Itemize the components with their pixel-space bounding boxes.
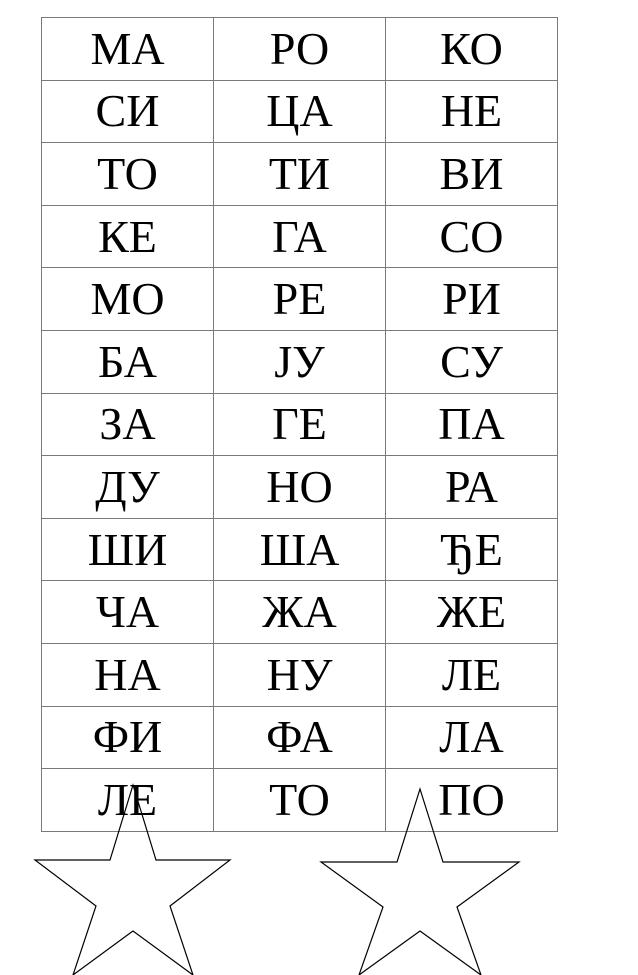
syllable-cell: ЂЕ [386, 518, 558, 581]
syllable-cell: ТИ [214, 143, 386, 206]
syllable-cell: ЛЕ [42, 769, 214, 832]
syllable-cell: ЛА [386, 706, 558, 769]
table-row [42, 769, 558, 832]
syllable-cell: СУ [386, 330, 558, 393]
syllable-cell: НА [42, 643, 214, 706]
syllable-cell: ФИ [42, 706, 214, 769]
table-row [42, 393, 558, 456]
syllable-cell: РА [386, 456, 558, 519]
syllable-cell: ВИ [386, 143, 558, 206]
syllable-cell: БА [42, 330, 214, 393]
syllable-cell: ЛЕ [386, 643, 558, 706]
syllable-cell: РО [214, 18, 386, 81]
syllable-cell: НУ [214, 643, 386, 706]
syllable-cell: ЖА [214, 581, 386, 644]
syllable-cell: НЕ [386, 80, 558, 143]
table-row [42, 643, 558, 706]
syllable-cell: ЖЕ [386, 581, 558, 644]
table-row [42, 518, 558, 581]
syllable-cell: МА [42, 18, 214, 81]
syllable-table [41, 17, 558, 832]
syllable-cell: ГА [214, 205, 386, 268]
table-row [42, 18, 558, 81]
syllable-table-body [42, 18, 558, 832]
table-row [42, 80, 558, 143]
syllable-cell: ТО [42, 143, 214, 206]
syllable-cell: ЦА [214, 80, 386, 143]
syllable-cell: НО [214, 456, 386, 519]
syllable-cell: СИ [42, 80, 214, 143]
syllable-cell: РЕ [214, 268, 386, 331]
syllable-cell: ФА [214, 706, 386, 769]
syllable-cell: ША [214, 518, 386, 581]
table-row [42, 330, 558, 393]
syllable-cell: ГЕ [214, 393, 386, 456]
syllable-cell: ЧА [42, 581, 214, 644]
syllable-cell: ПО [386, 769, 558, 832]
syllable-cell: РИ [386, 268, 558, 331]
table-row [42, 143, 558, 206]
syllable-cell: КО [386, 18, 558, 81]
table-row [42, 268, 558, 331]
syllable-cell: ЈУ [214, 330, 386, 393]
table-row [42, 456, 558, 519]
table-row [42, 205, 558, 268]
table-row [42, 706, 558, 769]
syllable-cell: КЕ [42, 205, 214, 268]
syllable-cell: ТО [214, 769, 386, 832]
syllable-cell: МО [42, 268, 214, 331]
syllable-cell: СО [386, 205, 558, 268]
table-row [42, 581, 558, 644]
syllable-cell: ШИ [42, 518, 214, 581]
syllable-cell: ПА [386, 393, 558, 456]
syllable-cell: ДУ [42, 456, 214, 519]
syllable-cell: ЗА [42, 393, 214, 456]
